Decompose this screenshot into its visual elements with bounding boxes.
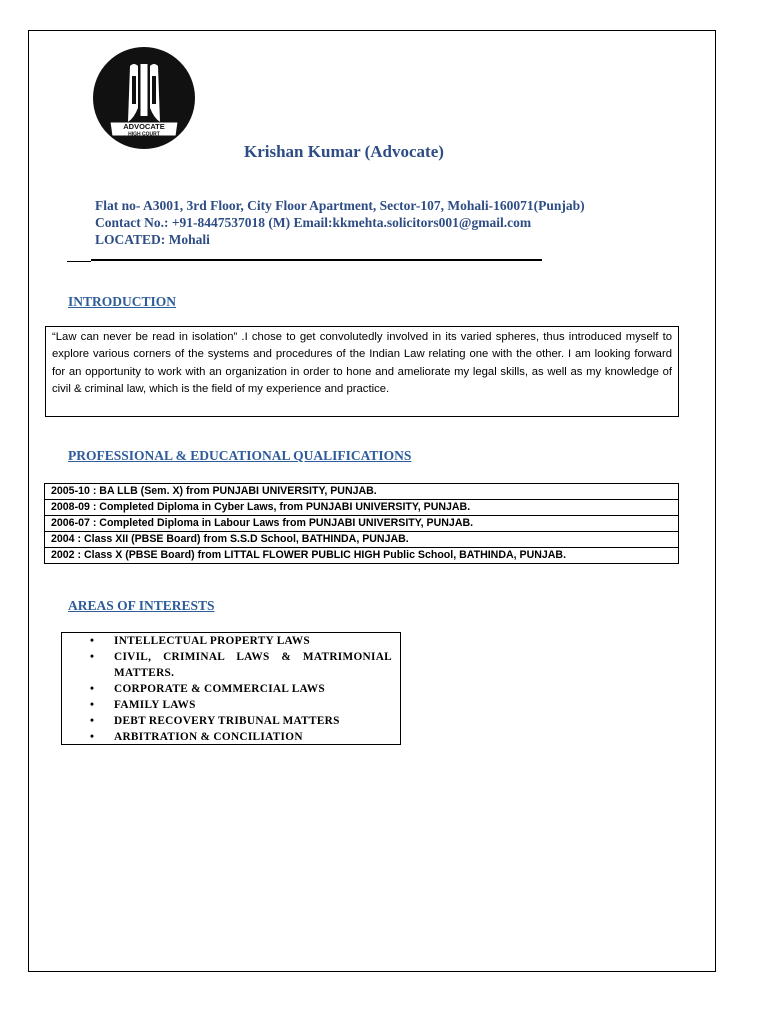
qualification-entry: 2008-09 : Completed Diploma in Cyber Laws, from PUNJABI UNIVERSITY, PUNJAB. (45, 500, 679, 516)
candidate-name: Krishan Kumar (Advocate) (244, 142, 444, 161)
qualification-entry: 2004 : Class XII (PBSE Board) from S.S.D School, BATHINDA, PUNJAB. (45, 532, 679, 548)
area-label: FAMILY LAWS (114, 699, 196, 711)
list-item (62, 697, 400, 713)
area-label: ARBITRATION & CONCILIATION (114, 731, 303, 743)
table-row (45, 484, 679, 500)
list-item (62, 633, 400, 649)
bullet-icon: • (90, 731, 95, 743)
table-row (45, 516, 679, 532)
table-row (45, 548, 679, 564)
list-item (62, 681, 400, 697)
area-label: DEBT RECOVERY TRIBUNAL MATTERS (114, 715, 340, 727)
bullet-icon: • (90, 651, 95, 663)
bullet-icon: • (90, 699, 95, 711)
bullet-icon: • (90, 715, 95, 727)
address-line: Flat no- A3001, 3rd Floor, City Floor Apartment, Sector-107, Mohali-160071(Punjab) (95, 198, 585, 213)
contact-line: Contact No.: +91-8447537018 (M) Email:kkmehta.solicitors001@gmail.com (95, 215, 532, 230)
bullet-icon: • (90, 683, 95, 695)
list-item (62, 649, 400, 681)
qualification-entry: 2002 : Class X (PBSE Board) from LITTAL FLOWER PUBLIC HIGH Public School, BATHINDA, PUNJAB. (45, 548, 679, 564)
table-row (45, 532, 679, 548)
qualifications-table (44, 483, 679, 564)
bullet-icon: • (90, 635, 95, 647)
location-line: LOCATED: Mohali (95, 232, 210, 247)
introduction-heading: INTRODUCTION (68, 294, 177, 309)
contact-block (95, 197, 585, 248)
areas-heading: AREAS OF INTERESTS (68, 598, 215, 613)
logo-text-line2: HIGH COURT (128, 131, 160, 138)
qualification-entry: 2006-07 : Completed Diploma in Labour Laws from PUNJABI UNIVERSITY, PUNJAB. (45, 516, 679, 532)
list-item (62, 729, 400, 745)
area-label: CIVIL, CRIMINAL LAWS & MATRIMONIAL MATTERS. (114, 651, 392, 679)
introduction-text: “Law can never be read in isolation” .I chose to get convolutedly involved in its varied spheres, thus introduced myself to explore various corners of the systems and procedures of the Indian Law relating one with the other. I am looking forward for an opportunity to work with an organization in order to hone and ameliorate my legal skills, as well as my knowledge of civil & criminal law, which is the field of my experience and practice. (45, 326, 679, 417)
logo-text-line1: ADVOCATE (123, 122, 165, 131)
table-row (45, 500, 679, 516)
qualifications-heading: PROFESSIONAL & EDUCATIONAL QUALIFICATIONS (68, 448, 412, 463)
qualification-entry: 2005-10 : BA LLB (Sem. X) from PUNJABI UNIVERSITY, PUNJAB. (45, 484, 679, 500)
advocate-logo (92, 46, 196, 150)
divider-left (67, 261, 91, 262)
list-item (62, 713, 400, 729)
area-label: CORPORATE & COMMERCIAL LAWS (114, 683, 325, 695)
areas-list-box (61, 632, 401, 745)
area-label: INTELLECTUAL PROPERTY LAWS (114, 635, 310, 647)
areas-list (62, 633, 400, 745)
header-divider (91, 259, 542, 261)
